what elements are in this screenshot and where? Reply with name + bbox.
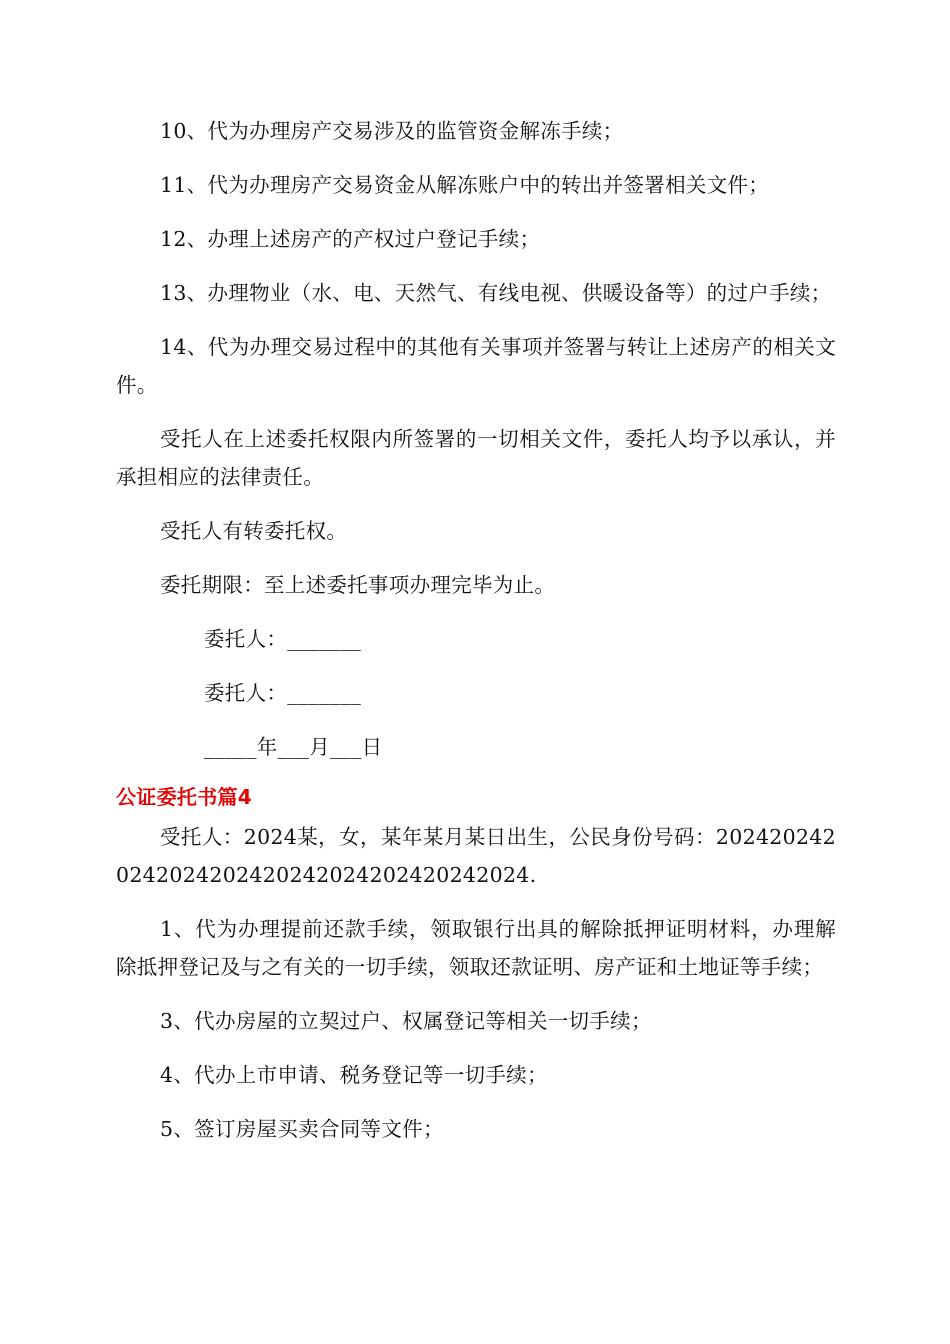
item-4: 4、代办上市申请、税务登记等一切手续；	[160, 1063, 548, 1087]
clause-13: 13、办理物业（水、电、天然气、有线电视、供暖设备等）的过户手续；	[160, 281, 832, 305]
authority-statement: 受托人在上述委托权限内所签署的一切相关文件，委托人均予以承认，并承担相应的法律责任。	[116, 427, 836, 489]
section-heading: 公证委托书篇4	[116, 785, 253, 809]
sub-delegation-statement: 受托人有转委托权。	[160, 519, 348, 543]
document-body	[116, 112, 836, 1164]
date-text: _____年___月___日	[204, 735, 383, 759]
item-3: 3、代办房屋的立契过户、权属登记等相关一切手续；	[160, 1009, 652, 1033]
clause-14: 14、代为办理交易过程中的其他有关事项并签署与转让上述房产的相关文件。	[116, 335, 836, 397]
date-line	[116, 728, 836, 766]
signature-line-2	[116, 674, 836, 712]
signature-1-text: 委托人：_______	[204, 627, 362, 651]
signature-line-1	[116, 620, 836, 658]
clause-11: 11、代为办理房产交易资金从解冻账户中的转出并签署相关文件；	[160, 173, 770, 197]
term-statement: 委托期限：至上述委托事项办理完毕为止。	[160, 573, 556, 597]
trustee-info: 受托人：2024某，女，某年某月某日出生，公民身份号码：2024202420242024202420242024202420242024.	[116, 825, 836, 887]
signature-2-text: 委托人：_______	[204, 681, 362, 705]
clause-10: 10、代为办理房产交易涉及的监管资金解冻手续；	[160, 119, 624, 143]
item-1: 1、代为办理提前还款手续，领取银行出具的解除抵押证明材料，办理解除抵押登记及与之有关的一切手续，领取还款证明、房产证和土地证等手续；	[116, 917, 836, 979]
clause-12: 12、办理上述房产的产权过户登记手续；	[160, 227, 541, 251]
item-5: 5、签订房屋买卖合同等文件；	[160, 1117, 444, 1141]
